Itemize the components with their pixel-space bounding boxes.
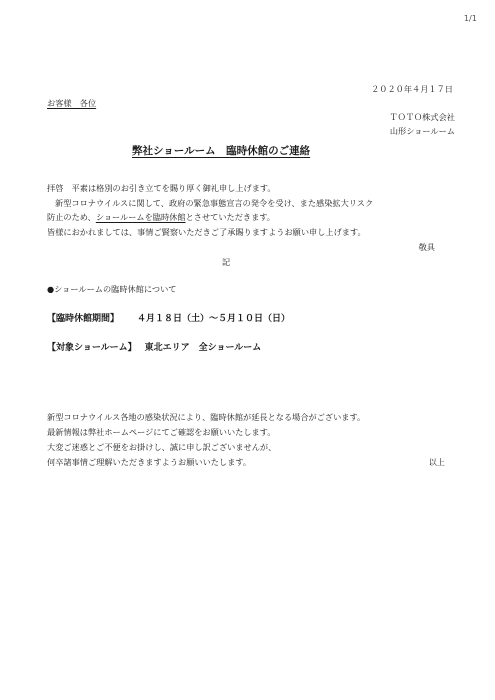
- note-line-3: 大変ご迷惑とご不便をお掛けし、誠に申し訳ございませんが、: [47, 442, 277, 452]
- note-line-2: 最新情報は弊社ホームページにてご確認をお願いいたします。: [47, 427, 276, 437]
- intro-line-3-underlined: ショールームを臨時休館: [95, 212, 186, 222]
- end-mark: 以上: [428, 457, 445, 467]
- page-number: 1/1: [463, 13, 477, 23]
- intro-line-1: 拝啓 平素は格別のお引き立てを賜り厚く御礼申し上げます。: [47, 183, 276, 193]
- intro-line-3: [47, 213, 275, 221]
- closure-period: [47, 315, 290, 324]
- ki-marker: 記: [222, 257, 231, 267]
- sender-branch: 山形ショールーム: [389, 126, 455, 136]
- document-date: ２０２０年４月１７日: [371, 84, 453, 94]
- addressee: お客様 各位: [47, 98, 97, 108]
- intro-line-3-before: 防止のため、: [47, 212, 96, 222]
- sender-company: ＴＯＴＯ株式会社: [389, 112, 455, 122]
- intro-line-2: 新型コロナウイルスに関して、政府の緊急事態宣言の発令を受け、また感染拡大リスク: [55, 198, 374, 208]
- note-line-1: 新型コロナウイルス各地の感染状況により、臨時休館が延長となる場合がございます。: [47, 412, 366, 422]
- closure-period-label: 【臨時休館期間】: [47, 314, 120, 324]
- target-showrooms: [47, 344, 261, 353]
- target-showrooms-value: 東北エリア 全ショールーム: [144, 343, 262, 353]
- section-heading: ●ショールームの臨時休館について: [47, 284, 177, 294]
- intro-line-3-after: とさせていただきます。: [185, 212, 275, 222]
- note-line-4: 何卒諸事情ご理解いただきますようお願いいたします。: [47, 457, 252, 467]
- intro-line-4: 皆様におかれましては、事情ご賢察いただきご了承賜りますようお願い申し上げます。: [47, 227, 366, 237]
- closing-salutation: 敬具: [418, 242, 435, 252]
- document-title: 弊社ショールーム 臨時休館のご連絡: [132, 145, 311, 157]
- target-showrooms-label: 【対象ショールーム】: [47, 343, 137, 353]
- closure-period-value: ４月１８日（土）～５月１０日（日）: [137, 314, 291, 324]
